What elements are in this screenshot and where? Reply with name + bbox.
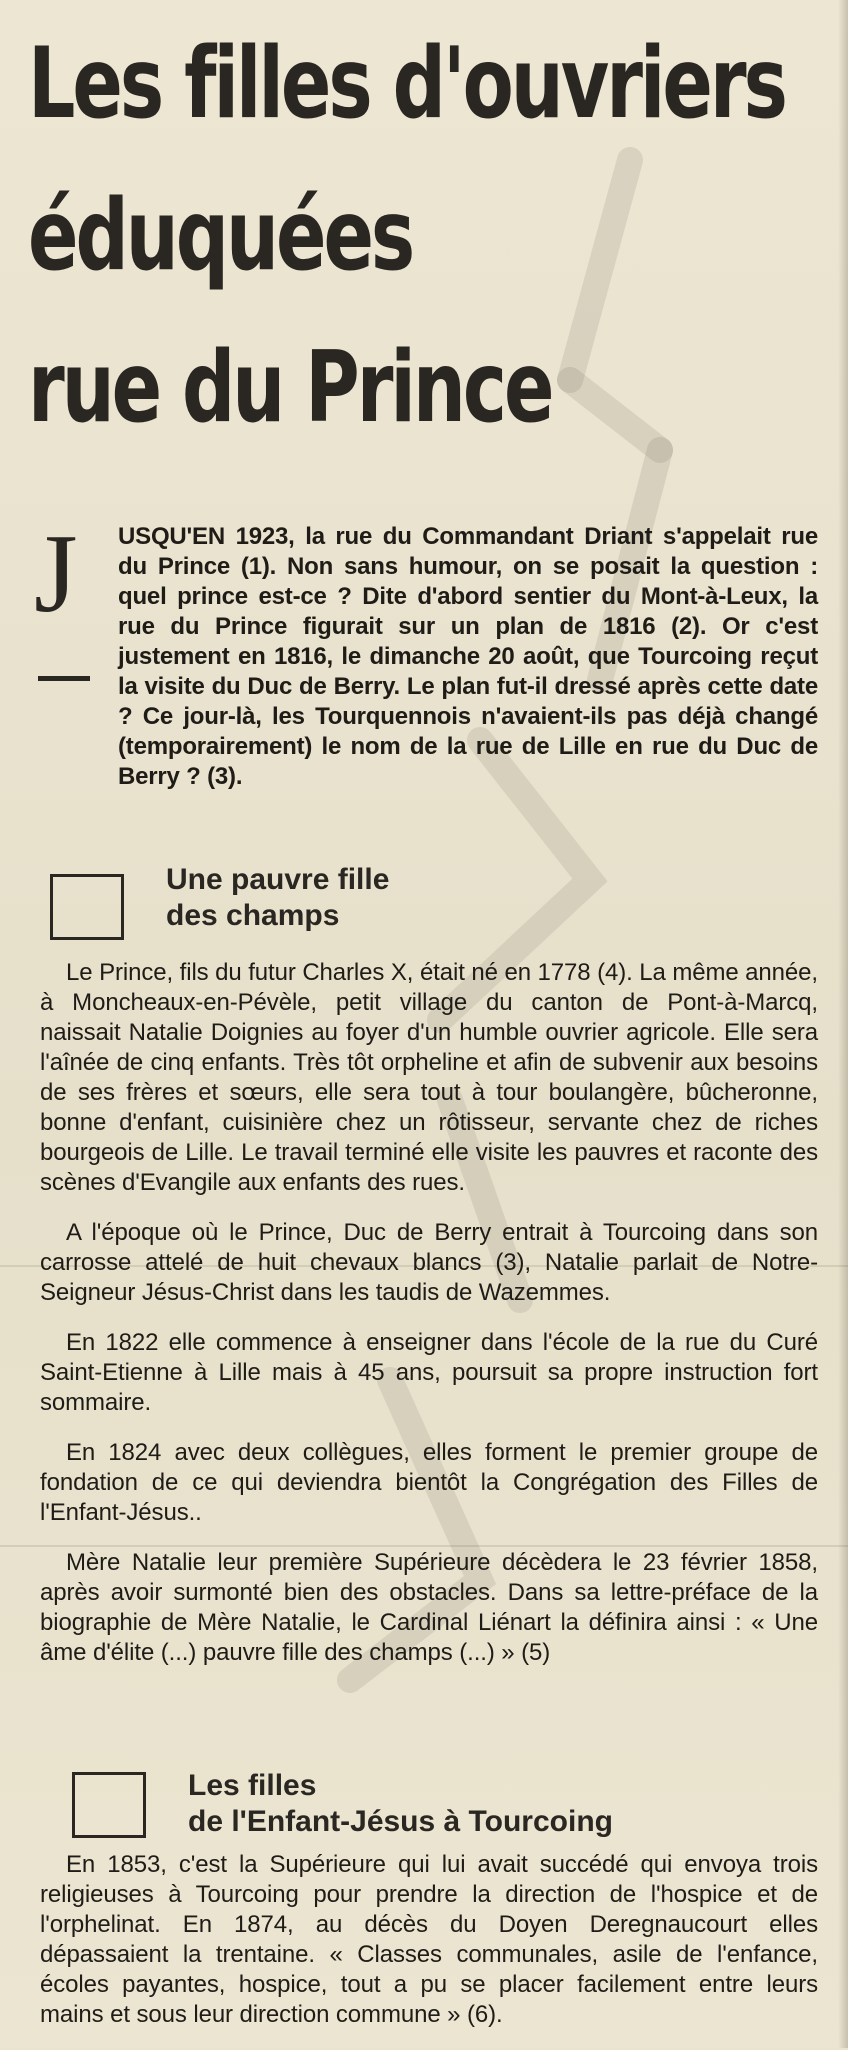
body-paragraph: A l'époque où le Prince, Duc de Berry entrait à Tourcoing dans son carrosse attelé de huit chevaux blancs (3), Natalie parlait de Notre-Seigneur Jésus-Christ dans les taudis de Wazemmes. [40, 1219, 818, 1306]
body-paragraph: Mère Natalie leur première Supérieure décèdera le 23 février 1858, après avoir surmonté bien des obstacles. Dans sa lettre-préface de la biographie de Mère Natalie, le Cardinal Liénart la définira ainsi : « Une âme d'élite (...) pauvre fille des champs (...) » (5) [40, 1549, 818, 1666]
title-line: Les filles d'ouvriers [28, 27, 785, 141]
body-paragraph: En 1822 elle commence à enseigner dans l'école de la rue du Curé Saint-Etienne à Lille mais à 45 ans, poursuit sa propre instruction fort sommaire. [40, 1329, 818, 1416]
drop-cap-rule [38, 676, 90, 681]
section-heading-line: Les filles [188, 1769, 317, 1802]
title-line: rue du Prince [28, 331, 552, 445]
drop-cap: J [34, 512, 78, 636]
section-heading [166, 862, 389, 934]
section-heading-line: Une pauvre fille [166, 863, 390, 896]
body-paragraph: Le Prince, fils du futur Charles X, était né en 1778 (4). La même année, à Moncheaux-en-Pévèle, petit village du canton de Pont-à-Marcq, naissait Natalie Doignies au foyer d'un humble ouvrier agricole. Elle sera l'aînée de cinq enfants. Très tôt orpheline et afin de subvenir aux besoins de ses frères et sœurs, elle sera tout à tour boulangère, bûcheronne, bonne d'enfant, cuisinière chez un rôtisseur, servante chez de riches bourgeois de Lille. Le travail terminé elle visite les pauvres et raconte des scènes d'Evangile aux enfants des rues. [40, 959, 818, 1196]
paper-edge-shadow [838, 0, 848, 2048]
section-body [40, 1850, 818, 2050]
body-paragraph: En 1824 avec deux collègues, elles forment le premier groupe de fondation de ce qui deviendra bientôt la Congrégation des Filles de l'Enfant-Jésus.. [40, 1439, 818, 1526]
intro-paragraph: USQU'EN 1923, la rue du Commandant Driant s'appelait rue du Prince (1). Non sans humour, on se posait la question : quel prince est-ce ? Dite d'abord sentier du Mont-à-Leux, la rue du Prince figurait sur un plan de 1816 (2). Or c'est justement en 1816, le dimanche 20 août, que Tourcoing reçut la visite du Duc de Berry. Le plan fut-il dressé après cette date ? Ce jour-là, les Tourquennois n'avaient-ils pas déjà changé (temporairement) le nom de la rue de Lille en rue du Duc de Berry ? (3). [118, 523, 818, 790]
section-body [40, 958, 818, 1688]
article-title [28, 8, 785, 464]
body-paragraph: En 1853, c'est la Supérieure qui lui avait succédé qui envoya trois religieuses à Tourcoing pour prendre la direction de l'hospice et de l'orphelinat. En 1874, au décès du Doyen Deregnaucourt elles dépassaient la trentaine. « Classes communales, asile de l'enfance, écoles payantes, hospice, tout a pu se placer facilement entre leurs mains et sous leur direction commune » (6). [40, 1851, 818, 2028]
section-marker-box [72, 1772, 146, 1838]
section-heading-line: des champs [166, 899, 340, 932]
section-marker-box [50, 874, 124, 940]
section-heading-line: de l'Enfant-Jésus à Tourcoing [188, 1805, 613, 1838]
title-line: éduquées [28, 179, 413, 293]
section-heading [188, 1768, 613, 1840]
